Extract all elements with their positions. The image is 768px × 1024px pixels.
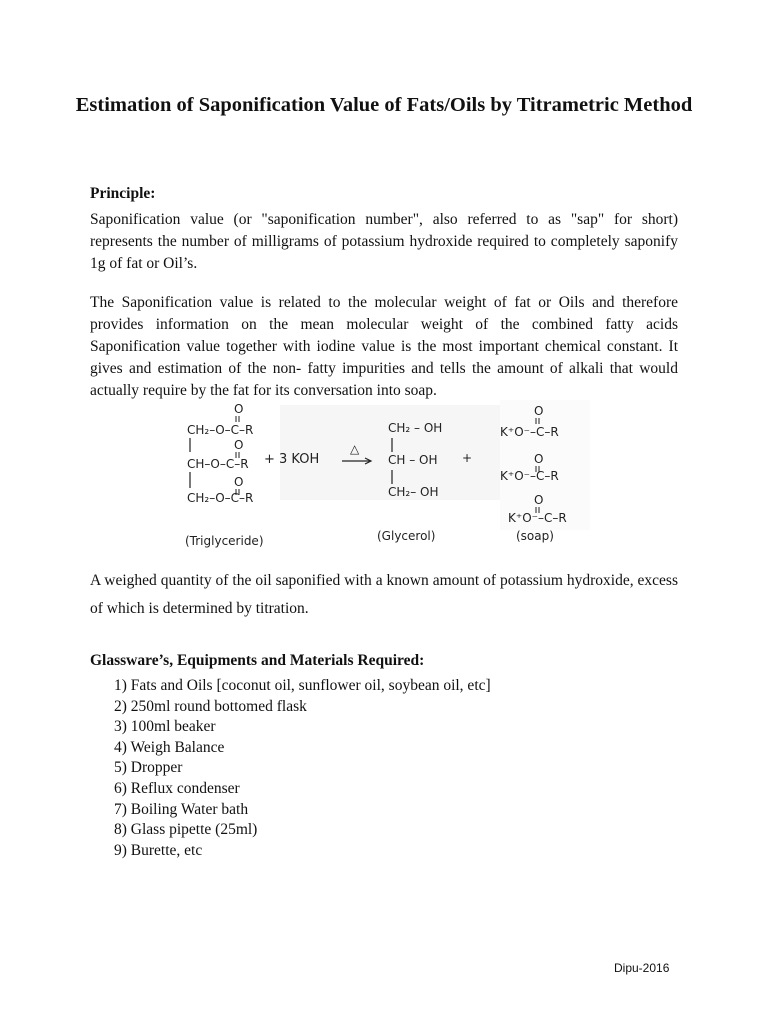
principle-heading: Principle: [90,185,156,202]
page-title: Estimation of Saponification Value of Fats/Oils by Titrametric Method [75,94,693,116]
list-item: 4) Weigh Balance [114,738,225,756]
materials-heading: Glassware’s, Equipments and Materials Required: [90,652,425,669]
triglyceride-row-2: CH–O–C–R [187,457,249,471]
list-item: 7) Boiling Water bath [114,800,249,818]
glycerol-row-1: CH₂ – OH [388,421,443,435]
list-item: 1) Fats and Oils [coconut oil, sunflower oil, soybean oil, etc] [114,677,491,694]
materials-list [114,676,491,861]
carbonyl-o-1: O [234,402,244,416]
reaction-arrow [342,442,371,464]
list-item: 9) Burette, etc [114,841,203,859]
soap-o-3: O [534,493,544,507]
heat-symbol: △ [350,442,360,456]
koh-reagent: + 3 KOH [264,452,320,467]
list-item: 2) 250ml round bottomed flask [114,697,307,715]
soap-o-2: O [534,452,544,466]
triglyceride-row-3: CH₂–O–C–R [187,491,254,505]
plus-sign: + [462,451,473,465]
triglyceride-structure [185,402,264,548]
soap-row-2: K⁺O⁻–C–R [500,469,559,483]
carbonyl-o-3: O [234,475,244,489]
soap-structure [500,404,567,543]
list-item: 3) 100ml beaker [114,718,216,736]
footer-signature: Dipu-2016 [614,961,670,975]
principle-paragraph-1: Saponification value (or "saponification number", also referred to as "sap" for short) represents the number of milligrams of potassium hydroxide required to completely saponify 1g of fat or Oil’s. [90,211,678,272]
carbonyl-o-2: O [234,438,244,452]
titration-paragraph: A weighed quantity of the oil saponified with a known amount of potassium hydroxide, excess of which is determined by titration. [90,572,678,617]
saponification-reaction-diagram [160,398,600,558]
soap-row-1: K⁺O⁻–C–R [500,425,559,439]
glycerol-label: (Glycerol) [377,529,436,543]
glycerol-row-2: CH – OH [388,453,438,467]
principle-paragraph-2: The Saponification value is related to the molecular weight of fat or Oils and therefore provides information on the mean molecular weight of the combined fatty acids Saponification value together with iodine value is the most important chemical constant. It gives and estimation of the non- fatty impurities and tells the amount of alkali that would actually require by the fat for its conversation into soap. [90,294,678,399]
triglyceride-row-1: CH₂–O–C–R [187,423,254,437]
triglyceride-label: (Triglyceride) [185,534,264,548]
list-item: 6) Reflux condenser [114,779,240,797]
soap-label: (soap) [516,529,554,543]
list-item: 8) Glass pipette (25ml) [114,821,258,839]
glycerol-row-3: CH₂– OH [388,485,439,499]
list-item: 5) Dropper [114,759,183,777]
soap-o-1: O [534,404,544,418]
soap-row-3: K⁺O⁻–C–R [508,511,567,525]
glycerol-structure [377,421,442,543]
